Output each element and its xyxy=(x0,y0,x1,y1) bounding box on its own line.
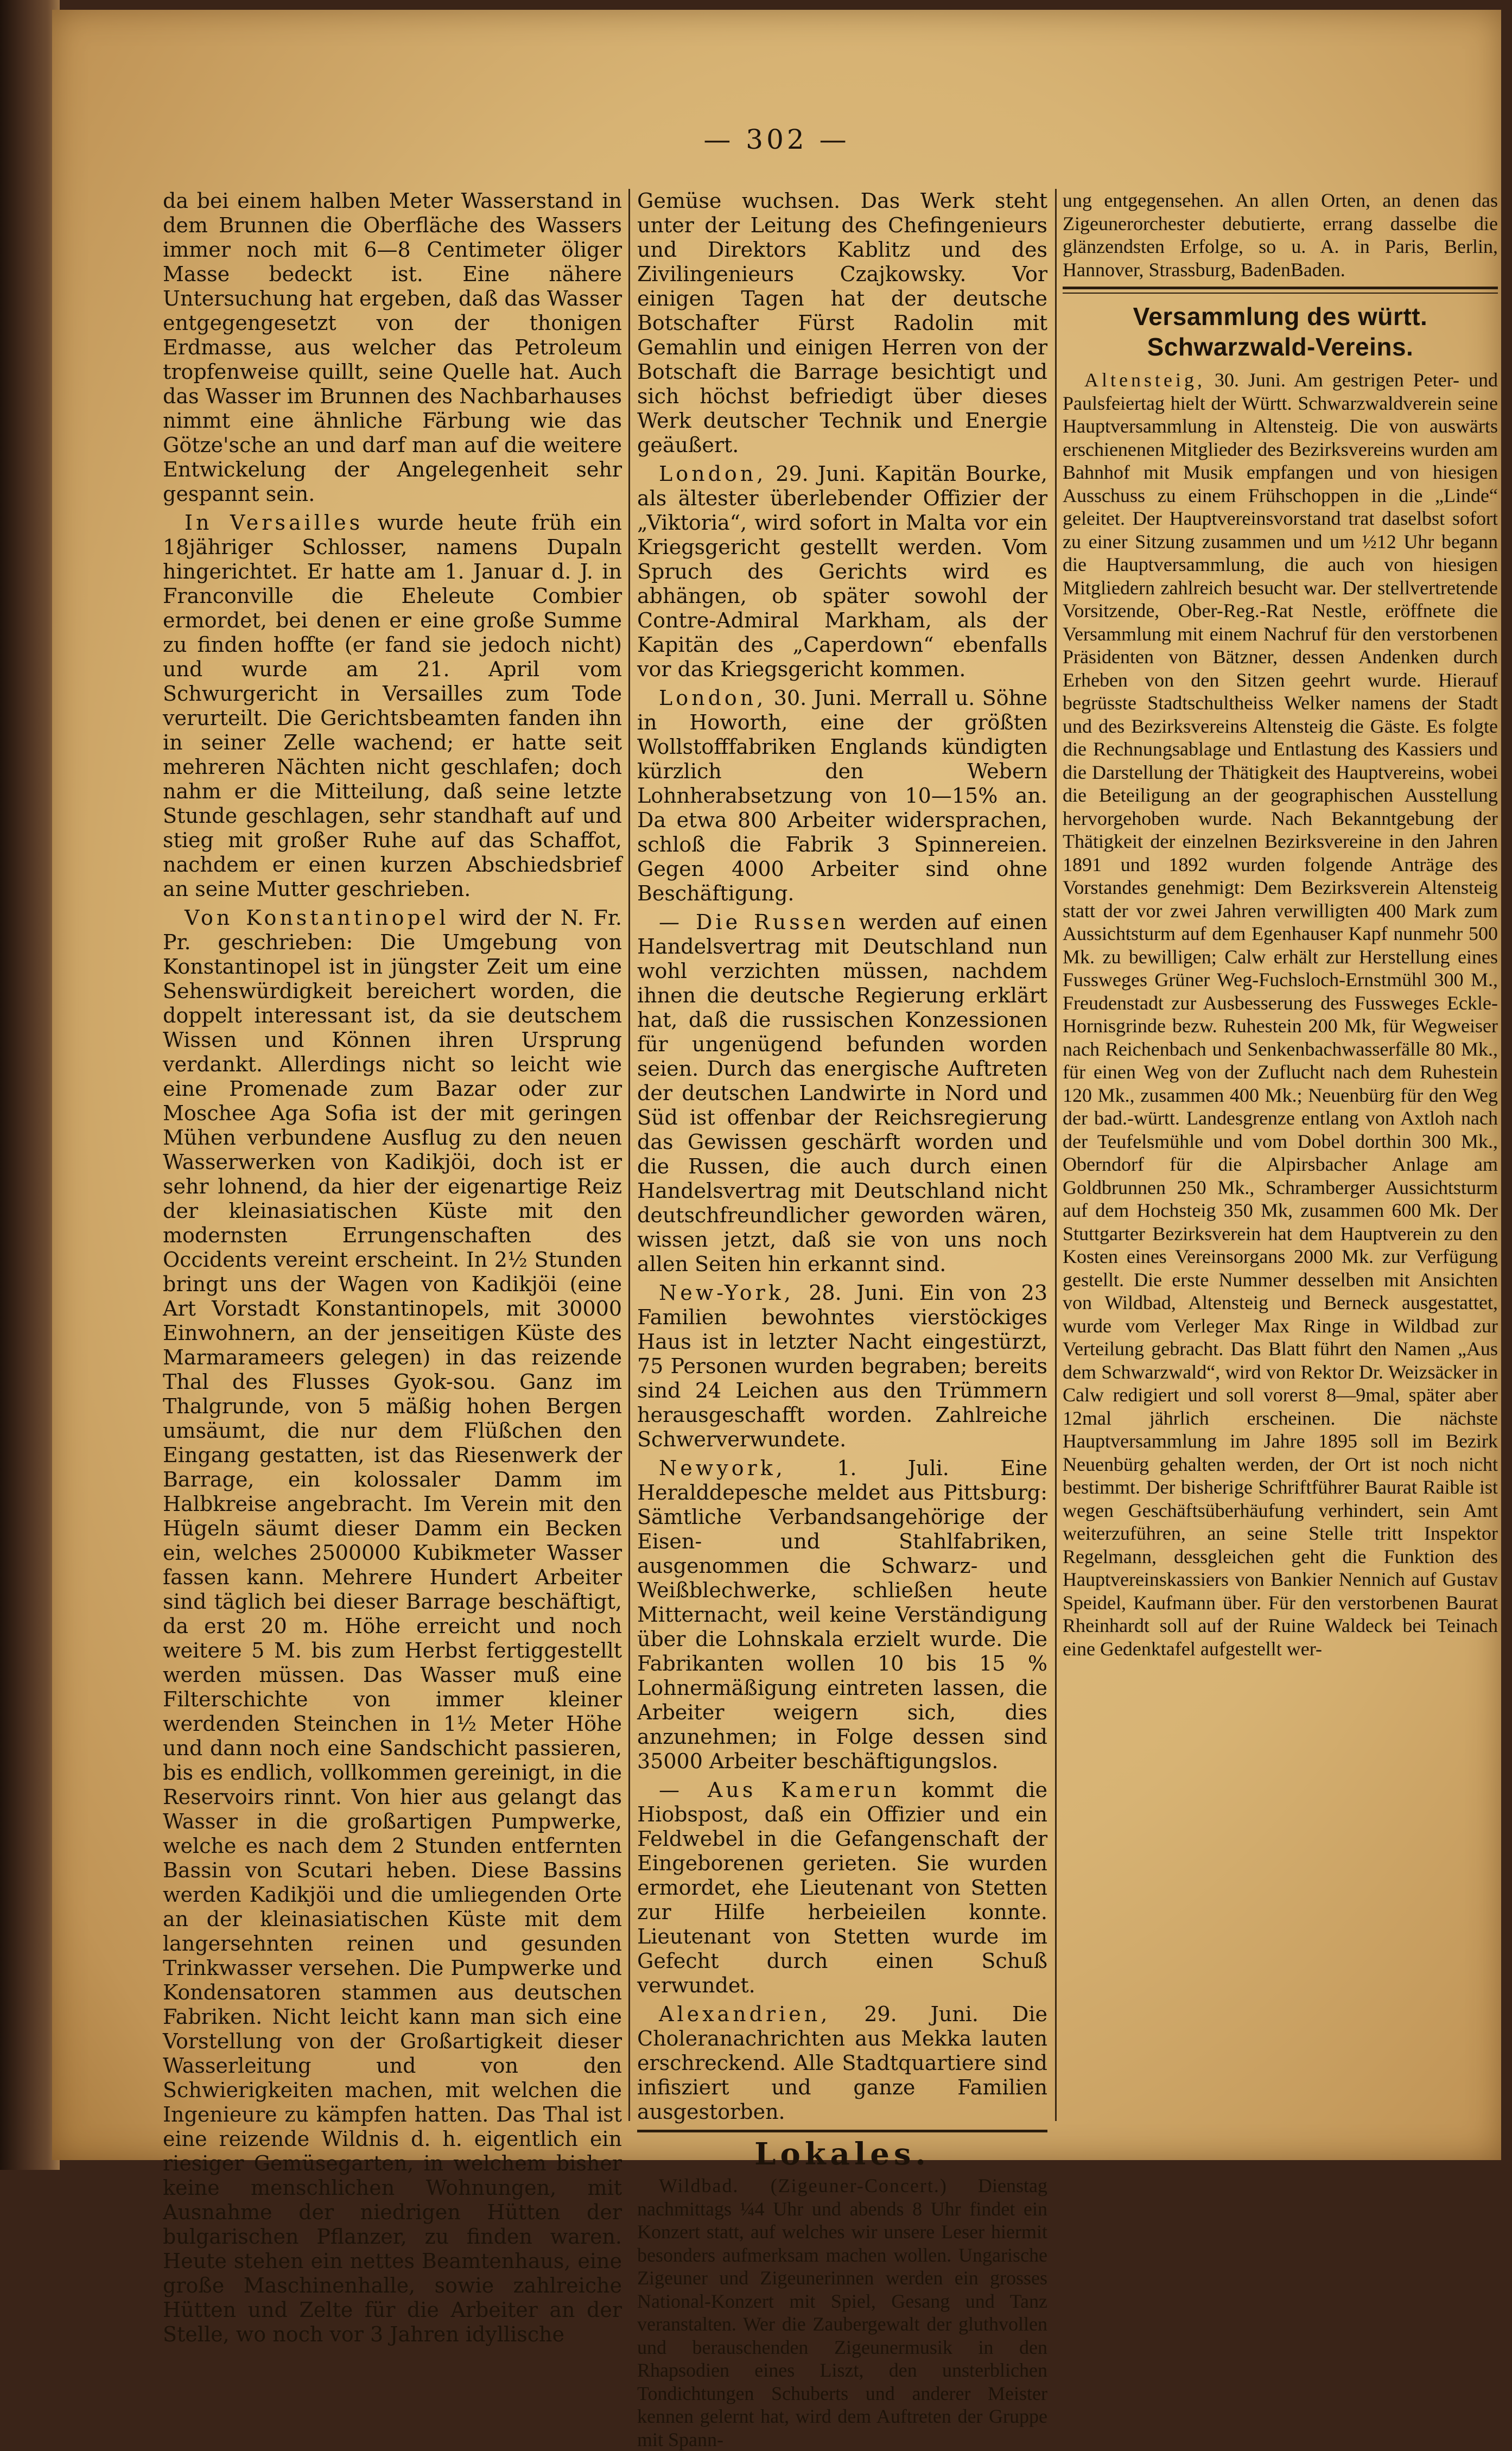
article-london-2 xyxy=(637,686,1047,906)
article-alexandrien-text: 29. Juni. Die Choleranachrichten aus Mekka lauten erschreckend. Alle Stadtquartiere sind infisziert und ganze Familien ausgestorben. xyxy=(637,2002,1047,2124)
book-binding-edge xyxy=(0,0,60,2170)
article-konstantinopel xyxy=(163,906,622,2347)
dateline-versailles: In Versailles xyxy=(185,511,364,535)
article-altensteig-text: 30. Juni. Am gestrigen Peter- und Paulsfeiertag hielt der Württ. Schwarzwaldverein seine Hauptversammlung in Altensteig. Die von auswärts erschienenen Mitglieder des Bezirksvereins wurden am Bahnhof mit Musik empfangen und von hiesigen Ausschuss zu einem Frühschoppen in die „Linde“ geleitet. Der Hauptvereinsvorstand trat daselbst sofort zu einer Sitzung zusammen und um ½12 Uhr begann die Hauptversammlung, die auch von hiesigen Mitgliedern zahlreich besucht war. Der stellvertretende Vorsitzende, Ober-Reg.-Rat Nestle, eröffnete die Versammlung mit einem Nachruf für den verstorbenen Präsidenten von Bätzner, dessen Andenken durch Erheben von den Sitzen geehrt wurde. Hierauf begrüsste Stadtschultheiss Welker namens der Stadt und des Bezirksvereins Altensteig die Gäste. Es folgte die Rechnungsablage und Entlastung des Kassiers und die Darstellung der Thätigkeit des Hauptvereins, wobei die Beteiligung an der geographischen Ausstellung hervorgehoben wurde. Nach Bekanntgebung der Thätigkeit der einzelnen Bezirksvereine in den Jahren 1891 und 1892 wurden folgende Anträge des Vorstandes genehmigt: Dem Bezirksverein Altensteig statt der vor zwei Jahren verwilligten 400 Mark zum Aussichtsturm auf dem Egenhauser Kapf nunmehr 500 Mk. zu bewilligen; Calw erhält zur Herstellung eines Fussweges Grüner Weg-Fuchsloch-Ernstmühl 300 M., Freudenstadt zur Ausbesserung des Fussweges Eckle-Hornisgrinde bezw. Ruhestein 200 Mk, für Wegweiser nach Reichenbach und Senkenbachwasserfälle 80 Mk., für einen Weg von der Zuflucht nach dem Ruhestein 120 Mk., zusammen 400 Mk.; Neuenbürg für den Weg der bad.-württ. Landesgrenze entlang von Axtloh nach der Teufelsmühle und vom Dobel dorthin 300 Mk., Oberndorf für die Alpirsbacher Anlage am Goldbrunnen 250 Mk., Schramberger Aussichtsturm auf dem Hochsteig 350 Mk, zusammen 600 Mk. Der Stuttgarter Bezirksverein hat dem Hauptverein zu den Kosten eines Vereinsorgans 2000 Mk. zur Verfügung gestellt. Die erste Nummer desselben mit Ansichten von Wildbad, Altensteig und Berneck ausgestattet, wurde vom Verleger Max Ringe in Wildbad zur Verteilung gebracht. Das Blatt führt den Namen „Aus dem Schwarzwald“, wird von Rektor Dr. Weizsäcker in Calw redigiert und soll vorerst 8—9mal, später aber 12mal jährlich erscheinen. Die nächste Hauptversammlung im Jahre 1895 soll im Bezirk Neuenbürg gehalten werden, der Ort ist noch nicht bestimmt. Der bisherige Schriftführer Baurat Raible ist wegen Geschäftsüberhäufung verhindert, sein Amt weiterzuführen, an seine Stelle tritt Inspektor Regelmann, dessgleichen geht die Funktion des Hauptvereinskassiers von Bankier Nennich auf Gustav Speidel, Kaufmann über. Für den verstorbenen Baurat Rheinhardt soll auf der Ruine Waldeck bei Teinach eine Gedenktafel aufgestellt wer- xyxy=(1063,369,1498,1660)
dateline-newyork: Newyork, xyxy=(659,1456,786,1480)
article-kamerun xyxy=(637,1778,1047,1998)
article-newyork-text: 1. Juli. Eine Heralddepesche meldet aus Pittsburg: Sämtliche Verbandsangehörige der Eisen- und Stahlfabriken, ausgenommen die Schwarz- und Weißblechwerke, schließen heute Mitternacht, weil keine Verständigung über die Lohnskala erzielt wurde. Die Fabrikanten wollen 10 bis 15 % Lohnermäßigung eintreten lassen, die Arbeiter weigern sich, dies anzunehmen; in Folge dessen sind 35000 Arbeiter beschäftigungslos. xyxy=(637,1456,1047,1773)
headline-divider-thin xyxy=(1063,293,1498,294)
section-title-lokales: Lokales. xyxy=(754,2136,930,2172)
article-petroleum-well: da bei einem halben Meter Wasserstand in dem Brunnen die Oberfläche des Wassers immer noch mit 6—8 Centimeter öliger Masse bedeckt ist. Eine nähere Untersuchung hat ergeben, daß das Wasser entgegengesetzt von der thonigen Erdmasse, aus welcher das Petroleum tropfenweise quillt, seine Quelle hat. Auch das Wasser im Brunnen des Nachbarhauses nimmt eine ähnliche Färbung wie das Götze'sche an und darf man auf die weitere Entwickelung der Angelegenheit sehr gespannt sein. xyxy=(163,189,622,506)
dateline-kamerun: — Aus Kamerun xyxy=(659,1778,900,1802)
article-waterworks-continued: Gemüse wuchsen. Das Werk steht unter der Leitung des Chefingenieurs und Direktors Kablitz und des Zivilingenieurs Czajkowsky. Vor einigen Tagen hat der deutsche Botschafter Fürst Radolin mit Gemahlin und einigen Herren von der Botschaft die Barrage besichtigt und sich höchst befriedigt über dieses Werk deutscher Technik und Energie geäußert. xyxy=(637,189,1047,457)
article-versailles-text: wurde heute früh ein 18jähriger Schlosser, namens Dupaln hingerichtet. Er hatte am 1. Januar d. J. in Franconville die Eheleute Combier ermordet, bei denen er eine große Summe zu finden hoffte (er fand sie jedoch nicht) und wurde am 21. April vom Schwurgericht in Versailles zum Tode verurteilt. Die Gerichtsbeamten fanden ihn in seiner Zelle wachend; er hatte seit mehreren Nächten nicht geschlafen; doch nahm er die Mitteilung, daß seine letzte Stunde geschlagen, sehr standhaft auf und stieg mit großer Ruhe auf das Schaffot, nachdem er einen kurzen Abschiedsbrief an seine Mutter geschrieben. xyxy=(163,511,622,901)
dateline-new-york: New-York, xyxy=(659,1281,794,1305)
column-rule-1 xyxy=(628,189,630,2121)
article-versailles xyxy=(163,511,622,901)
article-new-york xyxy=(637,1281,1047,1452)
article-russen xyxy=(637,910,1047,1277)
dateline-russen: — Die Russen xyxy=(659,910,849,934)
dateline-london-2: London, xyxy=(659,686,767,710)
article-wildbad-continued: ung entgegensehen. An allen Orten, an denen das Zigeunerorchester debutierte, errang dasselbe die glänzendsten Erfolge, so u. A. in Paris, Berlin, Hannover, Strassburg, BadenBaden. xyxy=(1063,189,1498,281)
newspaper-page xyxy=(52,10,1501,2450)
dateline-london-1: London, xyxy=(659,462,767,486)
column-rule-2 xyxy=(1055,189,1057,2121)
article-russen-text: werden auf einen Handelsvertrag mit Deutschland nun wohl verzichten müssen, nachdem ihnen die deutsche Regierung erklärt hat, daß die russischen Konzessionen für ungenügend befunden worden seien. Durch das energische Auftreten der deutschen Landwirte in Nord und Süd ist offenbar der Reichsregierung das Gewissen geschärft worden und die Russen, die auch durch einen Handelsvertrag mit Deutschland nicht deutschfreundlicher geworden wären, wissen jetzt, daß sie von uns noch allen Seiten hin erkannt sind. xyxy=(637,910,1047,1276)
article-kamerun-text: kommt die Hiobspost, daß ein Offizier und ein Feldwebel in die Gefangenschaft der Eingeborenen gerieten. Sie wurden ermordet, ehe Lieutenant von Stetten zur Hilfe herbeieilen konnte. Lieutenant von Stetten wurde im Gefecht durch einen Schuß verwundet. xyxy=(637,1778,1047,1997)
page-number: — 302 — xyxy=(703,124,850,155)
column-1 xyxy=(163,189,622,2346)
article-newyork-pittsburg xyxy=(637,1456,1047,1774)
article-altensteig xyxy=(1063,369,1498,1660)
dateline-alexandrien: Alexandrien, xyxy=(659,2002,831,2026)
headline-schwarzwaldverein: Versammlung des württ. Schwarzwald-Vereins. xyxy=(1133,302,1428,361)
article-konstantinopel-text: wird der N. Fr. Pr. geschrieben: Die Umgebung von Konstantinopel ist in jüngster Zeit um eine Sehenswürdigkeit bereichert worden, die doppelt interessant ist, da sie deutschem Wissen und Können ihren Ursprung verdankt. Allerdings nicht so leicht wie eine Promenade zum Bazar oder zur Moschee Aga Sofia ist der mit geringen Mühen verbundene Ausflug zu den neuen Wasserwerken von Kadikjöi, doch ist er sehr lohnend, da hier der eigenartige Reiz der kleinasiatischen Küste mit den modernsten Errungenschaften des Occidents vereint erscheint. In 2½ Stunden bringt uns der Wagen von Kadikjöi (eine Art Vorstadt Konstantinopels, mit 30000 Einwohnern, an der jenseitigen Küste des Marmarameers gelegen) in das reizende Thal des Flusses Gyok-sou. Ganz im Thalgrunde, von 5 mäßig hohen Bergen umsäumt, die nur dem Flüßchen den Eingang gestatten, ist das Riesenwerk der Barrage, ein kolossaler Damm im Halbkreise angebracht. Im Verein mit den Hügeln säumt dieser Damm ein Becken ein, welches 2500000 Kubikmeter Wasser fassen kann. Mehrere Hundert Arbeiter sind täglich bei dieser Barrage beschäftigt, da erst 20 m. Höhe erreicht und noch weitere 5 M. bis zum Herbst fertiggestellt werden müssen. Das Wasser muß eine Filterschichte von immer kleiner werdenden Steinchen in 1½ Meter Höhe und dann noch eine Sandschicht passieren, bis es endlich, vollkommen gereinigt, in die Reservoirs rinnt. Von hier aus gelangt das Wasser in die großartigen Pumpwerke, welche es nach dem 2 Stunden entfernten Bassin von Scutari heben. Diese Bassins werden Kadikjöi und die umliegenden Orte an der kleinasiatischen Küste mit dem langersehnten reinen und gesunden Trinkwasser versehen. Die Pumpwerke und Kondensatoren stammen aus deutschen Fabriken. Nicht leicht kann man sich eine Vorstellung von der Großartigkeit dieser Wasserleitung und von den Schwierigkeiten machen, mit welchen die Ingenieure zu kämpfen hatten. Das Thal ist eine reizende Wildnis d. h. eigentlich ein riesiger Gemüsegarten, in welchem bisher keine menschlichen Wohnungen, mit Ausnahme der niedrigen Hütten der bulgarischen Pflanzer, zu finden waren. Heute stehen ein nettes Beamtenhaus, eine große Maschinenhalle, sowie zahlreiche Hütten und Zelte für die Arbeiter an der Stelle, wo noch vor 3 Jahren idyllische xyxy=(163,906,622,2346)
article-wildbad-text: Dienstag nachmittags ¼4 Uhr und abends 8 Uhr findet ein Konzert statt, auf welches wir unsere Leser hiermit besonders aufmerksam machen wollen. Ungarische Zigeuner und Zigeunerinnen werden ein grosses National-Konzert mit Spiel, Gesang und Tanz veranstalten. Wer die Zaubergewalt der gluthvollen und berauschenden Zigeunermusik in den Rhapsodien eines Liszt, den unsterblichen Tondichtungen Schuberts und anderer Meister kennen gelernt hat, wird dem Auftreten der Gruppe mit Spann- xyxy=(637,2175,1047,2450)
article-wildbad xyxy=(637,2174,1047,2451)
column-2 xyxy=(637,189,1047,2450)
article-london-2-text: 30. Juni. Merrall u. Söhne in Howorth, eine der größten Wollstofffabriken Englands kündigten kürzlich den Webern Lohnherabsetzung von 10—15% an. Da etwa 800 Arbeiter widersprachen, schloß die Fabrik 3 Spinnereien. Gegen 4000 Arbeiter sind ohne Beschäftigung. xyxy=(637,686,1047,905)
article-alexandrien xyxy=(637,2002,1047,2124)
article-new-york-text: 28. Juni. Ein von 23 Familien bewohntes vierstöckiges Haus ist in letzter Nacht eingestürzt, 75 Personen wurden begraben; bereits sind 24 Leichen aus den Trümmern herausgeschafft worden. Zahlreiche Schwerverwundete. xyxy=(637,1281,1047,1451)
article-london-1-text: 29. Juni. Kapitän Bourke, als ältester überlebender Offizier der „Viktoria“, wird sofort in Malta vor ein Kriegsgericht gestellt werden. Vom Spruch des Gerichts wird es abhängen, ob später sowohl der Contre-Admiral Markham, als der Kapitän des „Caperdown“ ebenfalls vor das Kriegsgericht kommen. xyxy=(637,462,1047,681)
column-3 xyxy=(1063,189,1498,2121)
section-divider xyxy=(637,2130,1047,2132)
headline-divider-top xyxy=(1063,287,1498,289)
article-london-1 xyxy=(637,462,1047,682)
dateline-wildbad: Wildbad. (Zigeuner-Concert.) xyxy=(659,2175,948,2196)
dateline-konstantinopel: Von Konstantinopel xyxy=(185,906,449,930)
dateline-altensteig: Altensteig, xyxy=(1084,369,1205,391)
